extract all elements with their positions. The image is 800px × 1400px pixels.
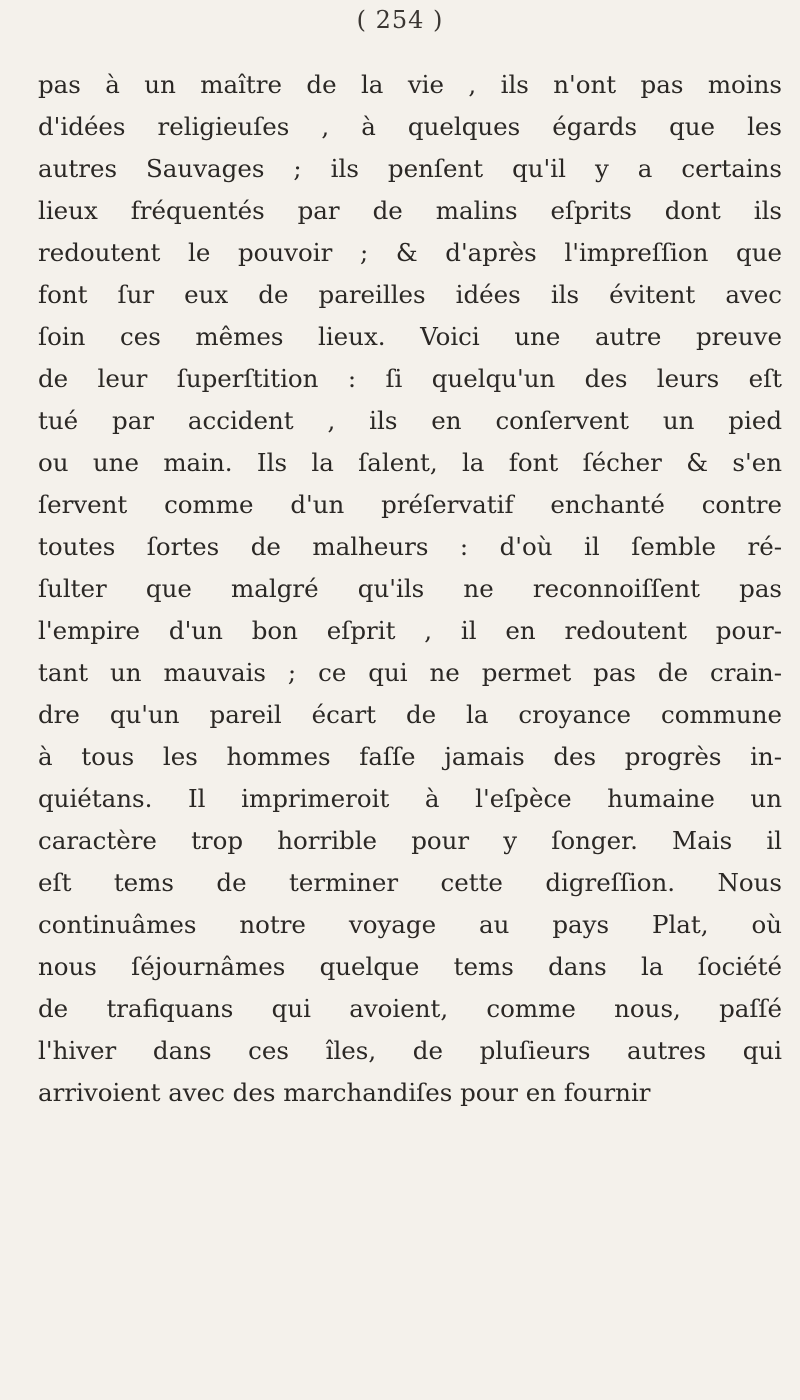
- text-line: de leur ſuperſtition : ſi quelqu'un des leurs eſt: [38, 364, 782, 393]
- text-line: à tous les hommes faſſe jamais des progrès in-: [38, 742, 782, 771]
- text-line: quiétans. Il imprimeroit à l'eſpèce humaine un: [38, 784, 782, 813]
- text-line: arrivoient avec des marchandiſes pour en fournir: [38, 1078, 651, 1107]
- text-line: toutes ſortes de malheurs : d'où il ſemble ré-: [38, 532, 782, 561]
- text-line: ſervent comme d'un préſervatif enchanté contre: [38, 490, 782, 519]
- text-line: lieux fréquentés par de malins eſprits dont ils: [38, 196, 782, 225]
- text-line: redoutent le pouvoir ; & d'après l'impreſſion que: [38, 238, 782, 267]
- text-line: font ſur eux de pareilles idées ils évitent avec: [38, 280, 782, 309]
- text-line: dre qu'un pareil écart de la croyance commune: [38, 700, 782, 729]
- text-line: d'idées religieuſes , à quelques égards que les: [38, 112, 782, 141]
- page-number: ( 254 ): [356, 6, 444, 34]
- body-text: [38, 64, 782, 1114]
- text-line: ou une main. Ils la ſalent, la font ſécher & s'en: [38, 448, 782, 477]
- text-line: tant un mauvais ; ce qui ne permet pas de crain-: [38, 658, 782, 687]
- text-line: eſt tems de terminer cette digreſſion. Nous: [38, 868, 782, 897]
- text-line: ſulter que malgré qu'ils ne reconnoiſſent pas: [38, 574, 782, 603]
- text-line: continuâmes notre voyage au pays Plat, où: [38, 910, 782, 939]
- text-line: l'empire d'un bon eſprit , il en redoutent pour-: [38, 616, 782, 645]
- text-line: ſoin ces mêmes lieux. Voici une autre preuve: [38, 322, 782, 351]
- text-line: autres Sauvages ; ils penſent qu'il y a certains: [38, 154, 782, 183]
- text-line: nous ſéjournâmes quelque tems dans la ſociété: [38, 952, 782, 981]
- text-line: caractère trop horrible pour y ſonger. Mais il: [38, 826, 782, 855]
- text-line: tué par accident , ils en conſervent un pied: [38, 406, 782, 435]
- text-line: l'hiver dans ces îles, de pluſieurs autres qui: [38, 1036, 782, 1065]
- text-line: pas à un maître de la vie , ils n'ont pas moins: [38, 70, 782, 99]
- text-line: de trafiquans qui avoient, comme nous, paſſé: [38, 994, 782, 1023]
